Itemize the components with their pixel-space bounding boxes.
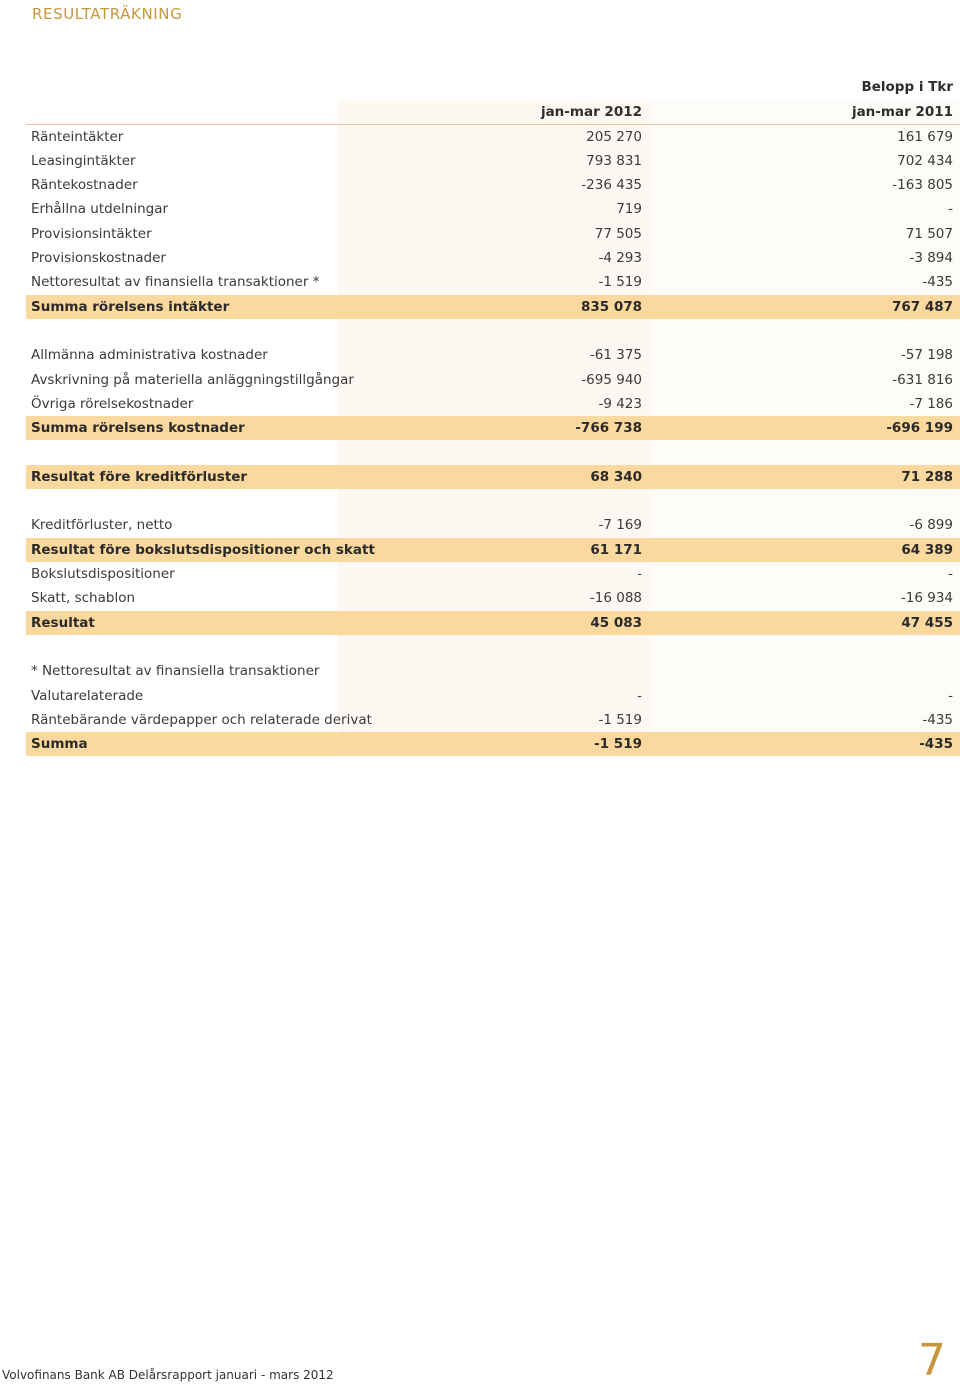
row-label: Resultat (31, 615, 95, 631)
row-label: Provisionsintäkter (31, 226, 152, 242)
row-label: Allmänna administrativa kostnader (31, 347, 268, 363)
value-2011: -3 894 (909, 250, 953, 266)
table-row (26, 173, 960, 197)
value-2012: -16 088 (589, 590, 642, 606)
value-2012: -4 293 (598, 250, 642, 266)
row-label: Provisionskostnader (31, 250, 166, 266)
value-2011: -435 (922, 712, 953, 728)
value-2012: 61 171 (590, 542, 642, 558)
table-row (26, 125, 960, 149)
value-2012: 835 078 (580, 299, 642, 315)
value-2011: 71 288 (901, 469, 953, 485)
table-header (26, 100, 960, 125)
table-row (26, 197, 960, 221)
table-row (26, 270, 960, 294)
row-label: Övriga rörelsekostnader (31, 396, 194, 412)
value-2012: -1 519 (594, 736, 642, 752)
value-2011: -7 186 (909, 396, 953, 412)
value-2011: -631 816 (892, 372, 953, 388)
value-2012: 77 505 (594, 226, 642, 242)
column-header-2011: jan-mar 2011 (851, 104, 953, 120)
value-2012: -61 375 (589, 347, 642, 363)
table-row (26, 708, 960, 732)
value-2012: -236 435 (581, 177, 642, 193)
value-2012: -9 423 (598, 396, 642, 412)
value-2012: 205 270 (586, 129, 642, 145)
value-2012: 719 (616, 201, 642, 217)
unit-label: Belopp i Tkr (861, 79, 953, 95)
column-header-2012: jan-mar 2012 (540, 104, 642, 120)
row-label: Valutarelaterade (31, 688, 144, 704)
row-label: Ränteintäkter (31, 129, 124, 145)
table-row (26, 392, 960, 416)
row-label: Erhållna utdelningar (31, 201, 169, 217)
row-label: Kreditförluster, netto (31, 517, 173, 533)
row-label: Nettoresultat av finansiella transaktioner * (31, 274, 320, 290)
value-2011: 71 507 (905, 226, 953, 242)
page-title: RESULTATRÄKNING (32, 5, 183, 23)
value-2011: 161 679 (897, 129, 953, 145)
value-2011: 47 455 (901, 615, 953, 631)
row-label: Resultat före bokslutsdispositioner och skatt (31, 542, 375, 558)
row-label: * Nettoresultat av finansiella transaktioner (31, 663, 320, 679)
value-2011: -435 (919, 736, 953, 752)
table-total-row (26, 465, 960, 489)
row-label: Avskrivning på materiella anläggningstillgångar (31, 372, 354, 388)
value-2012: -7 169 (598, 517, 642, 533)
table-row (26, 562, 960, 586)
value-2012: -1 519 (598, 712, 642, 728)
value-2011: -696 199 (886, 420, 953, 436)
value-2012: -695 940 (581, 372, 642, 388)
value-2012: - (637, 566, 642, 582)
value-2012: 45 083 (590, 615, 642, 631)
value-2011: - (948, 566, 953, 582)
value-2011: - (948, 688, 953, 704)
table-total-row (26, 416, 960, 440)
value-2012: 793 831 (586, 153, 642, 169)
row-label: Summa rörelsens intäkter (31, 299, 230, 315)
table-row (26, 513, 960, 537)
table-total-row (26, 732, 960, 756)
table-total-row (26, 611, 960, 635)
value-2011: - (948, 201, 953, 217)
row-label: Räntekostnader (31, 177, 138, 193)
row-label: Resultat före kreditförluster (31, 469, 248, 485)
table-row (26, 246, 960, 270)
value-2012: -1 519 (598, 274, 642, 290)
value-2011: -16 934 (900, 590, 953, 606)
value-2011: 702 434 (897, 153, 953, 169)
value-2011: -163 805 (892, 177, 953, 193)
value-2011: -6 899 (909, 517, 953, 533)
table-row (26, 659, 960, 683)
page-number: 7 (918, 1335, 946, 1386)
row-label: Leasingintäkter (31, 153, 136, 169)
value-2012: - (637, 688, 642, 704)
value-2012: 68 340 (590, 469, 642, 485)
value-2012: -766 738 (575, 420, 642, 436)
table-row (26, 149, 960, 173)
value-2011: 767 487 (891, 299, 953, 315)
value-2011: -435 (922, 274, 953, 290)
footer-text: Volvofinans Bank AB Delårsrapport januari - mars 2012 (2, 1368, 334, 1382)
table-row (26, 222, 960, 246)
table-row (26, 684, 960, 708)
row-label: Räntebärande värdepapper och relaterade derivat (31, 712, 372, 728)
row-label: Summa (31, 736, 88, 752)
row-label: Skatt, schablon (31, 590, 136, 606)
table-total-row (26, 538, 960, 562)
value-2011: 64 389 (901, 542, 953, 558)
table-row (26, 586, 960, 610)
table-row (26, 368, 960, 392)
row-label: Summa rörelsens kostnader (31, 420, 245, 436)
row-label: Bokslutsdispositioner (31, 566, 175, 582)
table-row (26, 343, 960, 367)
value-2011: -57 198 (900, 347, 953, 363)
table-total-row (26, 295, 960, 319)
